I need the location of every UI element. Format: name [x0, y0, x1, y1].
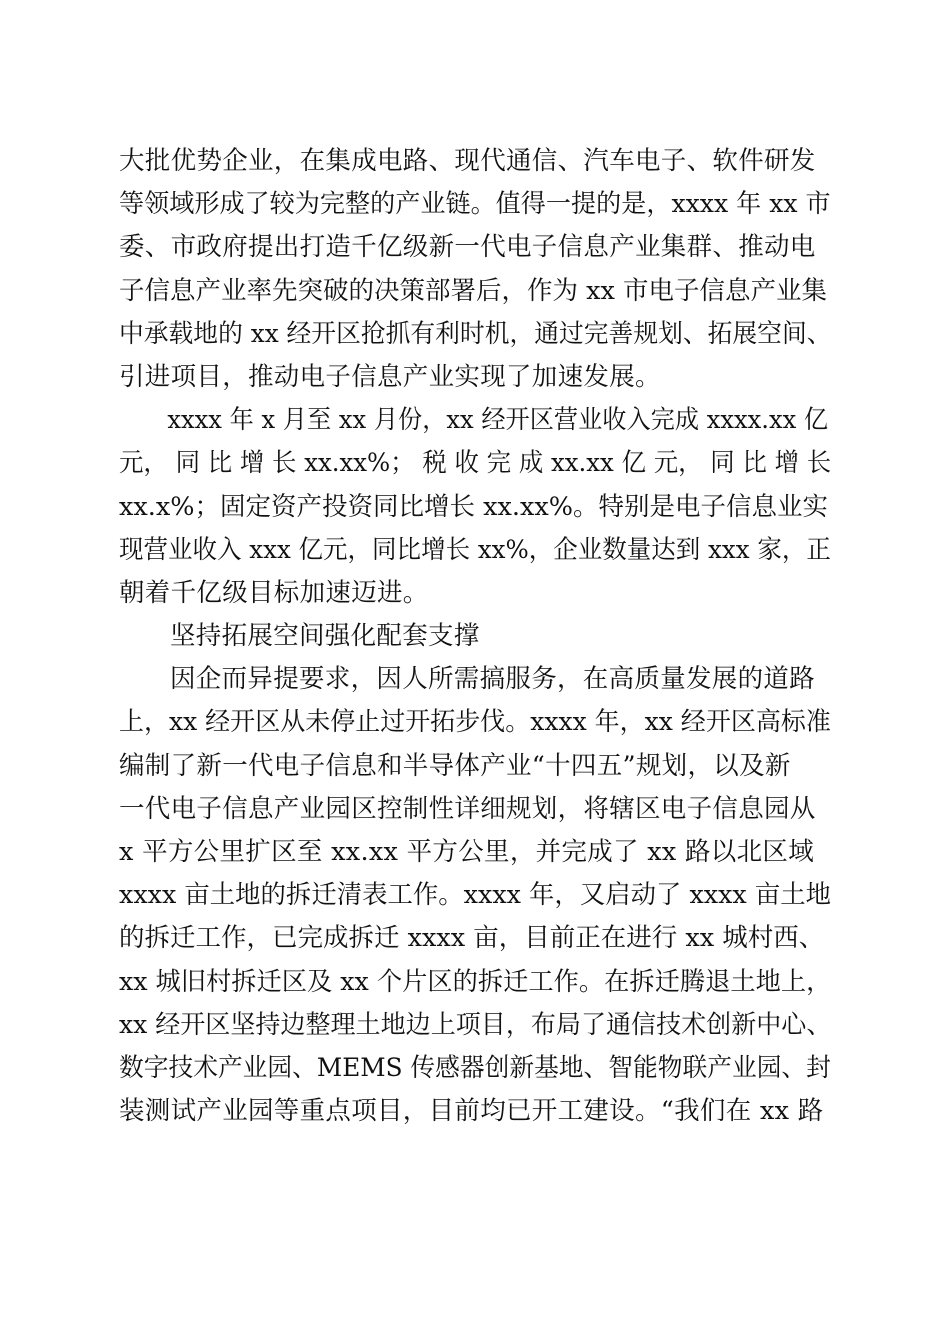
paragraph-line: xx 城旧村拆迁区及 xx 个片区的拆迁工作。在拆迁腾退土地上，	[119, 966, 832, 997]
paragraph-line: 大批优势企业，在集成电路、现代通信、汽车电子、软件研发	[119, 146, 816, 176]
paragraph-first-line: 因企而异提要求，因人所需搞服务，在高质量发展的道路	[170, 664, 816, 695]
paragraph-line: 中承载地的 xx 经开区抢抓有利时机，通过完善规划、拓展空间、	[119, 318, 832, 349]
paragraph-line: 委、市政府提出打造千亿级新一代电子信息产业集群、推动电	[119, 232, 816, 263]
paragraph-line: 上，xx 经开区从未停止过开拓步伐。xxxx 年，xx 经开区高标准	[119, 707, 831, 738]
paragraph-line: xx 经开区坚持边整理土地边上项目，布局了通信技术创新中心、	[119, 1009, 832, 1040]
paragraph-line: xx.x%；固定资产投资同比增长 xx.xx%。特别是电子信息业实	[119, 491, 828, 522]
paragraph-line: 朝着千亿级目标加速迈进。	[119, 577, 429, 608]
paragraph-line: 等领域形成了较为完整的产业链。值得一提的是，xxxx 年 xx 市	[119, 189, 831, 220]
paragraph-line: xxxx 亩土地的拆迁清表工作。xxxx 年，又启动了 xxxx 亩土地	[119, 880, 831, 911]
paragraph-line: 现营业收入 xxx 亿元，同比增长 xx%，企业数量达到 xxx 家，正	[119, 534, 831, 565]
paragraph-line: 数字技术产业园、MEMS 传感器创新基地、智能物联产业园、封	[119, 1052, 831, 1083]
paragraph-line: 的拆迁工作，已完成拆迁 xxxx 亩，目前正在进行 xx 城村西、	[119, 923, 825, 954]
paragraph-line: 子信息产业率先突破的决策部署后，作为 xx 市电子信息产业集	[119, 275, 827, 306]
paragraph-first-line: xxxx 年 x 月至 xx 月份，xx 经开区营业收入完成 xxxx.xx 亿	[167, 405, 829, 436]
paragraph-line: 元， 同 比 增 长 xx.xx%； 税 收 完 成 xx.xx 亿 元， 同 比 增 长	[119, 448, 832, 479]
paragraph-line: 一代电子信息产业园区控制性详细规划，将辖区电子信息园从	[119, 793, 816, 824]
paragraph-line: 编制了新一代电子信息和半导体产业“十四五”规划，以及新	[119, 750, 791, 781]
paragraph-line: 引进项目，推动电子信息产业实现了加速发展。	[119, 361, 661, 392]
paragraph-line: x 平方公里扩区至 xx.xx 平方公里，并完成了 xx 路以北区域	[119, 837, 815, 867]
document-body	[119, 140, 831, 1133]
paragraph-first-line: 坚持拓展空间强化配套支撑	[170, 621, 480, 652]
paragraph-line: 装测试产业园等重点项目，目前均已开工建设。“我们在 xx 路	[119, 1096, 824, 1127]
